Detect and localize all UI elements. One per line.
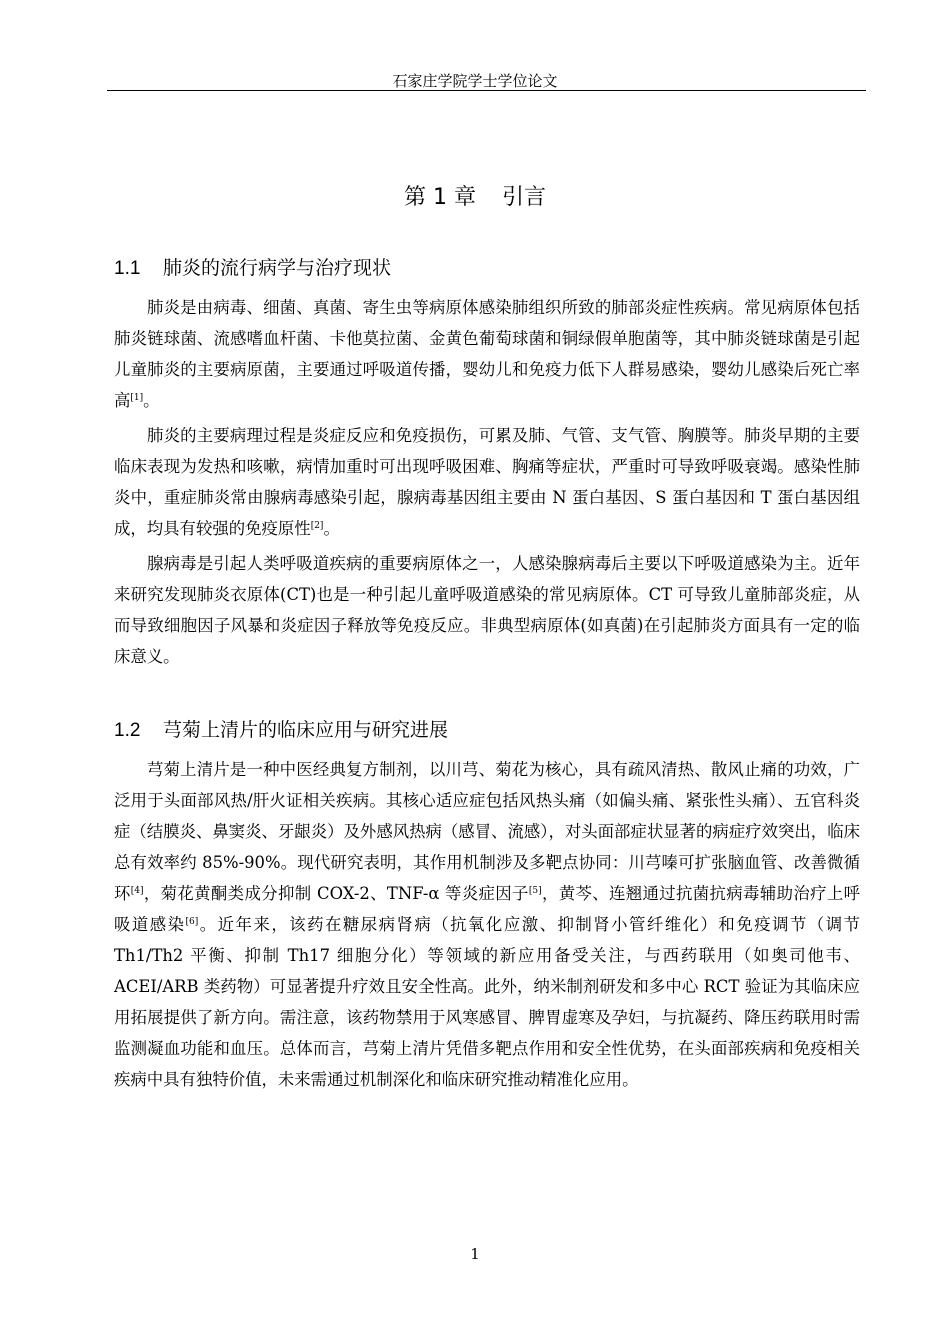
paragraph: 芎菊上清片是一种中医经典复方制剂，以川芎、菊花为核心，具有疏风清热、散风止痛的功效，广泛用于头面部风热/肝火证相关疾病。其核心适应症包括风热头痛（如偏头痛、紧张性头痛）、五官科炎症（结膜炎、鼻窦炎、牙龈炎）及外感风热病（感冒、流感），对头面部症状显著的病症疗效突出，临床总有效率约 85%-90%。现代研究表明，其作用机制涉及多靶点协同：川芎嗪可扩张脑血管、改善微循环[4]，菊花黄酮类成分抑制 COX-2、TNF-α 等炎症因子[5]，黄芩、连翘通过抗菌抗病毒辅助治疗上呼吸道感染[6]。近年来，该药在糖尿病肾病（抗氧化应激、抑制肾小管纤维化）和免疫调节（调节 Th1/Th2 平衡、抑制 Th17 细胞分化）等领域的新应用备受关注，与西药联用（如奥司他韦、ACEI/ARB 类药物）可显著提升疗效且安全性高。此外，纳米制剂研发和多中心 RCT 验证为其临床应用拓展提供了新方向。需注意，该药物禁用于风寒感冒、脾胃虚寒及孕妇，与抗凝药、降压药联用时需监测凝血功能和血压。总体而言，芎菊上清片凭借多靶点作用和安全性优势，在头面部疾病和免疫相关疾病中具有独特价值，未来需通过机制深化和临床研究推动精准化应用。 bbox=[114, 760, 861, 1089]
citation: [4] bbox=[130, 886, 144, 896]
section-number: 1.1 bbox=[114, 258, 141, 279]
paragraph: 腺病毒是引起人类呼吸道疾病的重要病原体之一，人感染腺病毒后主要以下呼吸道感染为主。近年来研究发现肺炎衣原体(CT)也是一种引起儿童呼吸道感染的常见病原体。CT 可导致儿童肺部炎症，从而导致细胞因子风暴和炎症因子释放等免疫反应。非典型病原体(如真菌)在引起肺炎方面具有一定的临床意义。 bbox=[114, 554, 860, 666]
section-title: 芎菊上清片的临床应用与研究进展 bbox=[163, 719, 449, 741]
chapter-heading bbox=[0, 180, 950, 211]
citation: [2] bbox=[310, 521, 324, 531]
section-number: 1.2 bbox=[114, 720, 141, 741]
header-rule bbox=[107, 90, 866, 91]
section-heading-1-2 bbox=[114, 715, 448, 742]
paragraph: 肺炎的主要病理过程是炎症反应和免疫损伤，可累及肺、气管、支气管、胸膜等。肺炎早期的主要临床表现为发热和咳嗽，病情加重时可出现呼吸困难、胸痛等症状，严重时可导致呼吸衰竭。感染性肺炎中，重症肺炎常由腺病毒感染引起，腺病毒基因组主要由 N 蛋白基因、S 蛋白基因和 T 蛋白基因组成，均具有较强的免疫原性[2]。 bbox=[114, 426, 860, 538]
running-header: 石家庄学院学士学位论文 bbox=[392, 72, 558, 90]
paragraph: 肺炎是由病毒、细菌、真菌、寄生虫等病原体感染肺组织所致的肺部炎症性疾病。常见病原体包括肺炎链球菌、流感嗜血杆菌、卡他莫拉菌、金黄色葡萄球菌和铜绿假单胞菌等，其中肺炎链球菌是引起儿童肺炎的主要病原菌，主要通过呼吸道传播，婴幼儿和免疫力低下人群易感染，婴幼儿感染后死亡率高[1]。 bbox=[114, 298, 860, 410]
citation: [5] bbox=[528, 886, 542, 896]
chapter-title: 引言 bbox=[501, 185, 546, 210]
citation: [1] bbox=[130, 393, 144, 403]
section-heading-1-1 bbox=[114, 253, 391, 280]
chapter-number: 第 1 章 bbox=[404, 185, 476, 210]
citation: [6] bbox=[185, 917, 199, 927]
page-number: 1 bbox=[470, 1245, 480, 1263]
section-title: 肺炎的流行病学与治疗现状 bbox=[163, 257, 392, 279]
